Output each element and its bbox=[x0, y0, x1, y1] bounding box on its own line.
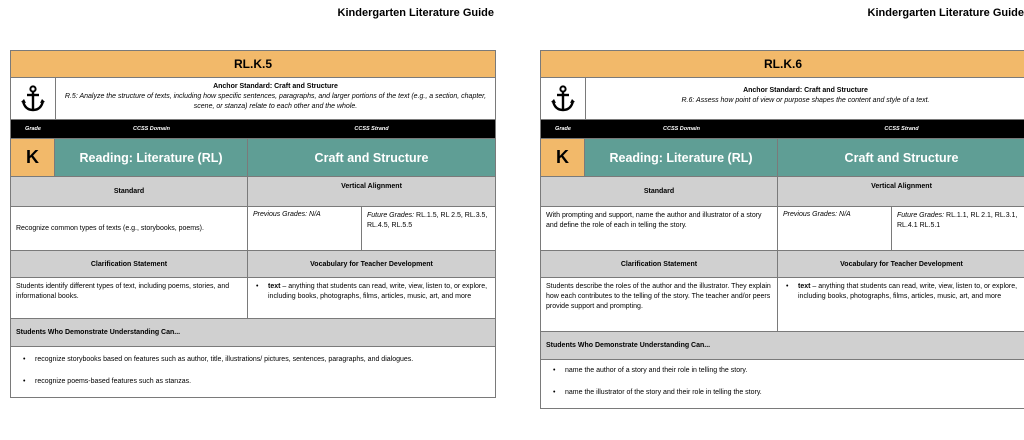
strand-label: CCSS Strand bbox=[354, 126, 389, 132]
bullet-icon: • bbox=[786, 283, 789, 290]
standard-card bbox=[10, 50, 496, 398]
bullet-icon: • bbox=[256, 283, 259, 290]
domain-value: Reading: Literature (RL) bbox=[55, 139, 248, 176]
future-grades-label: Future Grades: bbox=[897, 212, 945, 219]
list-item: • name the illustrator of the story and their role in telling the story. bbox=[553, 389, 762, 396]
anchor-standard-description: R.5: Analyze the structure of texts, including how specific sentences, paragraphs, and larger portions of the text (e.g., a section, chapter, scene, or stanza) relate to each other and the whole. bbox=[64, 93, 487, 110]
standard-header-row bbox=[11, 177, 495, 207]
bullet-icon: • bbox=[553, 367, 556, 374]
grade-label: Grade bbox=[555, 126, 571, 132]
clarification-heading: Clarification Statement bbox=[541, 251, 778, 277]
standard-header-row bbox=[541, 177, 1024, 207]
standard-text: Recognize common types of texts (e.g., storybooks, poems). bbox=[11, 207, 248, 250]
bullet-icon: • bbox=[23, 356, 26, 363]
vocabulary-entry bbox=[248, 278, 495, 318]
vertical-alignment-heading: Vertical Alignment bbox=[778, 177, 1024, 206]
vocabulary-definition: – anything that students can read, write, view, listen to, or explore, including books, photographs, films, articles, music, art, and more bbox=[268, 283, 488, 300]
domain-label: CCSS Domain bbox=[133, 126, 170, 132]
list-item: • recognize storybooks based on features such as author, title, illustrations/ pictures, sentences, paragraphs, and dialogues. bbox=[23, 356, 414, 363]
grade-label: Grade bbox=[25, 126, 41, 132]
grade-value: K bbox=[11, 139, 55, 176]
guide-page-right bbox=[540, 0, 1024, 440]
anchor-standard-row bbox=[11, 78, 495, 120]
clarification-header-row bbox=[541, 251, 1024, 278]
previous-grades: Previous Grades: N/A bbox=[778, 207, 892, 250]
standard-code: RL.K.5 bbox=[11, 51, 495, 78]
future-grades bbox=[892, 207, 1024, 250]
standard-card bbox=[540, 50, 1024, 409]
future-grades-label: Future Grades: bbox=[367, 212, 415, 219]
vocabulary-term: text bbox=[798, 283, 811, 290]
vocabulary-heading: Vocabulary for Teacher Development bbox=[248, 251, 495, 277]
standard-row bbox=[541, 207, 1024, 251]
previous-grades: Previous Grades: N/A bbox=[248, 207, 362, 250]
standard-heading: Standard bbox=[11, 177, 248, 206]
standard-heading: Standard bbox=[541, 177, 778, 206]
anchor-standard-title: Anchor Standard: Craft and Structure bbox=[743, 87, 868, 94]
vertical-alignment-heading: Vertical Alignment bbox=[248, 177, 495, 206]
clarification-row bbox=[541, 278, 1024, 332]
strand-value: Craft and Structure bbox=[248, 139, 495, 176]
domain-label: CCSS Domain bbox=[663, 126, 700, 132]
standard-text: With prompting and support, name the author and illustrator of a story and define the role of each in telling the story. bbox=[541, 207, 778, 250]
students-list bbox=[11, 347, 495, 397]
strand-label: CCSS Strand bbox=[884, 126, 919, 132]
clarification-row bbox=[11, 278, 495, 319]
anchor-standard-description: R.6: Assess how point of view or purpose shapes the content and style of a text. bbox=[681, 97, 930, 104]
list-item: • recognize poems-based features such as stanzas. bbox=[23, 378, 192, 385]
students-list bbox=[541, 360, 1024, 408]
domain-row bbox=[541, 139, 1024, 177]
anchor-icon bbox=[541, 78, 586, 119]
clarification-heading: Clarification Statement bbox=[11, 251, 248, 277]
label-bar bbox=[541, 120, 1024, 139]
vocabulary-definition: – anything that students can read, write, view, listen to, or explore, including books, photographs, films, articles, music, art, and more bbox=[798, 283, 1018, 300]
grade-value: K bbox=[541, 139, 585, 176]
list-item: • name the author of a story and their role in telling the story. bbox=[553, 367, 748, 374]
bullet-icon: • bbox=[553, 389, 556, 396]
label-bar bbox=[11, 120, 495, 139]
vocabulary-heading: Vocabulary for Teacher Development bbox=[778, 251, 1024, 277]
clarification-text: Students describe the roles of the author and the illustrator. They explain how each contributes to the telling of the story. The teacher and/or peers provide support and prompting. bbox=[541, 278, 778, 331]
vocabulary-entry bbox=[778, 278, 1024, 331]
domain-value: Reading: Literature (RL) bbox=[585, 139, 778, 176]
bullet-icon: • bbox=[23, 378, 26, 385]
clarification-text: Students identify different types of text, including poems, stories, and informational books. bbox=[11, 278, 248, 318]
future-grades-values: RL.1.5, RL 2.5, RL.3.5, RL.4.5, RL.5.5 bbox=[367, 212, 488, 229]
vocabulary-term: text bbox=[268, 283, 281, 290]
future-grades-values: RL.1.1, RL 2.1, RL.3.1, RL.4.1 RL.5.1 bbox=[897, 212, 1018, 229]
page-header-title: Kindergarten Literature Guide bbox=[867, 7, 1024, 19]
students-heading: Students Who Demonstrate Understanding Can... bbox=[11, 319, 495, 347]
clarification-header-row bbox=[11, 251, 495, 278]
standard-code: RL.K.6 bbox=[541, 51, 1024, 78]
standard-row bbox=[11, 207, 495, 251]
anchor-icon bbox=[11, 78, 56, 119]
guide-page-left bbox=[10, 0, 496, 440]
strand-value: Craft and Structure bbox=[778, 139, 1024, 176]
anchor-standard-title: Anchor Standard: Craft and Structure bbox=[213, 83, 338, 90]
future-grades bbox=[362, 207, 495, 250]
domain-row bbox=[11, 139, 495, 177]
page-header-title: Kindergarten Literature Guide bbox=[337, 7, 494, 19]
anchor-standard-row bbox=[541, 78, 1024, 120]
students-heading: Students Who Demonstrate Understanding Can... bbox=[541, 332, 1024, 360]
